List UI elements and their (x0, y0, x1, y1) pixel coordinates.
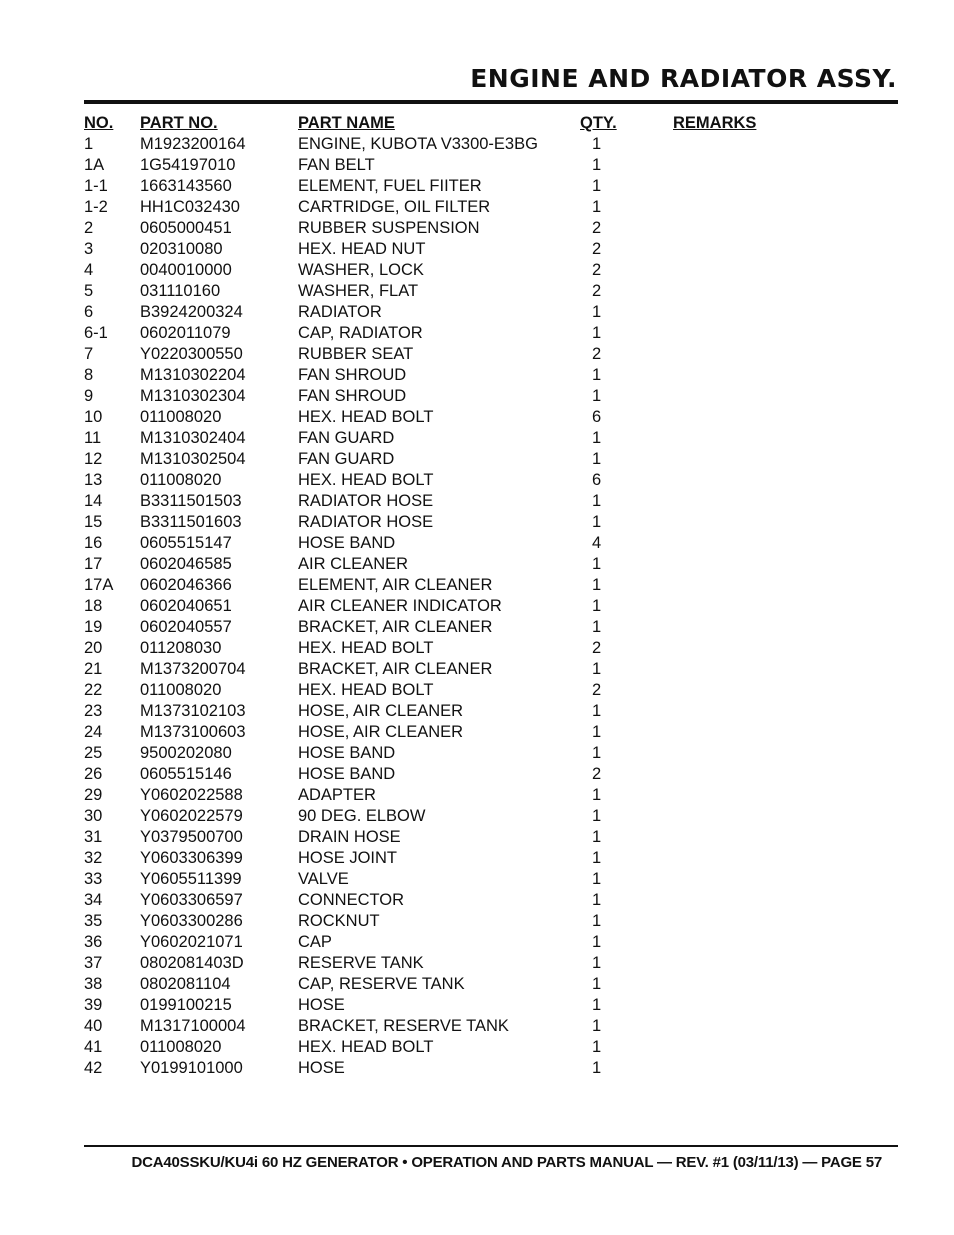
part-number: Y0603306399 (140, 849, 243, 867)
part-number: 9500202080 (140, 744, 232, 762)
quantity: 2 (592, 219, 602, 237)
quantity: 2 (592, 345, 602, 363)
part-number: 0802081403D (140, 954, 244, 972)
table-row (84, 764, 784, 785)
quantity: 1 (592, 1038, 602, 1056)
quantity: 1 (592, 1059, 602, 1077)
table-row (84, 890, 784, 911)
part-name: CAP (298, 933, 332, 951)
item-number: 25 (84, 744, 103, 762)
item-number: 18 (84, 597, 103, 615)
table-row (84, 806, 784, 827)
table-row (84, 680, 784, 701)
table-row (84, 701, 784, 722)
part-number: B3311501603 (140, 513, 242, 531)
table-row (84, 407, 784, 428)
part-name: DRAIN HOSE (298, 828, 401, 846)
part-name: BRACKET, AIR CLEANER (298, 618, 493, 636)
table-row (84, 1058, 784, 1079)
part-name: FAN SHROUD (298, 387, 407, 405)
part-number: 1G54197010 (140, 156, 236, 174)
item-number: 1 (84, 135, 94, 153)
table-row (84, 869, 784, 890)
table-row (84, 827, 784, 848)
part-name: HOSE (298, 1059, 345, 1077)
item-number: 1A (84, 156, 105, 174)
part-name: ROCKNUT (298, 912, 380, 930)
part-name: HOSE BAND (298, 765, 396, 783)
part-name: FAN GUARD (298, 429, 395, 447)
item-number: 13 (84, 471, 103, 489)
quantity: 1 (592, 324, 602, 342)
part-number: Y0603306597 (140, 891, 243, 909)
part-name: ADAPTER (298, 786, 376, 804)
item-number: 4 (84, 261, 94, 279)
item-number: 30 (84, 807, 103, 825)
table-row (84, 365, 784, 386)
footer-rule (84, 1145, 898, 1147)
part-number: 0605000451 (140, 219, 232, 237)
quantity: 1 (592, 891, 602, 909)
part-number: 0602040557 (140, 618, 232, 636)
table-row (84, 134, 784, 155)
quantity: 1 (592, 450, 602, 468)
quantity: 1 (592, 597, 602, 615)
part-name: HOSE JOINT (298, 849, 398, 867)
part-number: 031110160 (140, 282, 221, 300)
quantity: 2 (592, 261, 602, 279)
part-name: BRACKET, AIR CLEANER (298, 660, 493, 678)
table-row (84, 848, 784, 869)
header-remarks: REMARKS (673, 114, 757, 132)
part-name: ELEMENT, FUEL FIITER (298, 177, 482, 195)
part-number: 011008020 (140, 408, 222, 426)
table-row (84, 302, 784, 323)
quantity: 6 (592, 408, 602, 426)
part-name: HEX. HEAD BOLT (298, 471, 434, 489)
table-row (84, 281, 784, 302)
table-row (84, 722, 784, 743)
part-number: 1663143560 (140, 177, 232, 195)
item-number: 6 (84, 303, 94, 321)
quantity: 2 (592, 240, 602, 258)
item-number: 24 (84, 723, 103, 741)
part-name: ENGINE, KUBOTA V3300-E3BG (298, 135, 538, 153)
part-number: M1373100603 (140, 723, 246, 741)
part-name: HEX. HEAD BOLT (298, 639, 434, 657)
quantity: 1 (592, 387, 602, 405)
part-name: HEX. HEAD BOLT (298, 1038, 434, 1056)
item-number: 40 (84, 1017, 103, 1035)
item-number: 9 (84, 387, 94, 405)
item-number: 14 (84, 492, 103, 510)
part-number: 011008020 (140, 471, 222, 489)
part-number: M1923200164 (140, 135, 246, 153)
part-name: HOSE BAND (298, 744, 396, 762)
part-name: ELEMENT, AIR CLEANER (298, 576, 493, 594)
part-name: HOSE, AIR CLEANER (298, 702, 464, 720)
quantity: 1 (592, 786, 602, 804)
parts-table (84, 113, 784, 1079)
part-number: 0605515146 (140, 765, 232, 783)
item-number: 10 (84, 408, 103, 426)
part-name: RADIATOR HOSE (298, 513, 434, 531)
part-number: Y0220300550 (140, 345, 243, 363)
item-number: 6-1 (84, 324, 108, 342)
part-number: Y0603300286 (140, 912, 243, 930)
quantity: 1 (592, 744, 602, 762)
quantity: 2 (592, 681, 602, 699)
quantity: 1 (592, 975, 602, 993)
item-number: 33 (84, 870, 103, 888)
table-row (84, 218, 784, 239)
part-number: 011208030 (140, 639, 222, 657)
item-number: 38 (84, 975, 103, 993)
item-number: 23 (84, 702, 103, 720)
page-title: ENGINE AND RADIATOR ASSY. (470, 64, 897, 93)
quantity: 1 (592, 366, 602, 384)
quantity: 1 (592, 513, 602, 531)
part-number: 0602046366 (140, 576, 232, 594)
part-number: Y0379500700 (140, 828, 243, 846)
table-row (84, 995, 784, 1016)
item-number: 1-2 (84, 198, 108, 216)
table-row (84, 512, 784, 533)
part-number: Y0602022588 (140, 786, 243, 804)
item-number: 12 (84, 450, 103, 468)
part-name: HEX. HEAD BOLT (298, 408, 434, 426)
item-number: 1-1 (84, 177, 108, 195)
quantity: 1 (592, 135, 602, 153)
item-number: 37 (84, 954, 103, 972)
item-number: 11 (84, 429, 102, 447)
part-number: Y0199101000 (140, 1059, 243, 1077)
part-name: HEX. HEAD NUT (298, 240, 426, 258)
part-number: M1373102103 (140, 702, 246, 720)
part-number: 0602011079 (140, 324, 231, 342)
quantity: 1 (592, 1017, 602, 1035)
quantity: 1 (592, 849, 602, 867)
header-part-name: PART NAME (298, 114, 395, 132)
item-number: 17A (84, 576, 114, 594)
part-name: FAN BELT (298, 156, 375, 174)
part-name: BRACKET, RESERVE TANK (298, 1017, 509, 1035)
part-number: 011008020 (140, 1038, 222, 1056)
part-number: 020310080 (140, 240, 223, 258)
quantity: 1 (592, 807, 602, 825)
part-name: HOSE, AIR CLEANER (298, 723, 464, 741)
part-number: M1317100004 (140, 1017, 246, 1035)
part-name: RESERVE TANK (298, 954, 424, 972)
part-number: B3924200324 (140, 303, 243, 321)
quantity: 1 (592, 618, 602, 636)
table-row (84, 491, 784, 512)
quantity: 1 (592, 177, 602, 195)
table-row (84, 428, 784, 449)
table-row (84, 554, 784, 575)
quantity: 1 (592, 303, 602, 321)
part-number: M1310302504 (140, 450, 246, 468)
item-number: 20 (84, 639, 103, 657)
part-name: VALVE (298, 870, 349, 888)
part-name: AIR CLEANER (298, 555, 409, 573)
item-number: 15 (84, 513, 103, 531)
table-row (84, 953, 784, 974)
item-number: 26 (84, 765, 103, 783)
quantity: 1 (592, 702, 602, 720)
item-number: 19 (84, 618, 103, 636)
quantity: 6 (592, 471, 602, 489)
part-number: M1373200704 (140, 660, 246, 678)
part-number: HH1C032430 (140, 198, 240, 216)
table-row (84, 176, 784, 197)
quantity: 1 (592, 660, 602, 678)
table-row (84, 470, 784, 491)
part-name: HEX. HEAD BOLT (298, 681, 434, 699)
quantity: 2 (592, 765, 602, 783)
item-number: 39 (84, 996, 103, 1014)
item-number: 5 (84, 282, 94, 300)
quantity: 1 (592, 954, 602, 972)
table-row (84, 533, 784, 554)
part-name: FAN SHROUD (298, 366, 407, 384)
part-name: RUBBER SEAT (298, 345, 414, 363)
item-number: 8 (84, 366, 94, 384)
item-number: 2 (84, 219, 94, 237)
part-name: AIR CLEANER INDICATOR (298, 597, 502, 615)
item-number: 34 (84, 891, 103, 909)
part-name: CAP, RADIATOR (298, 324, 423, 342)
part-number: B3311501503 (140, 492, 242, 510)
quantity: 1 (592, 555, 602, 573)
table-row (84, 344, 784, 365)
part-number: 0040010000 (140, 261, 232, 279)
table-row (84, 155, 784, 176)
quantity: 1 (592, 723, 602, 741)
item-number: 31 (84, 828, 103, 846)
table-row (84, 617, 784, 638)
table-row (84, 1037, 784, 1058)
part-name: WASHER, LOCK (298, 261, 424, 279)
part-name: RUBBER SUSPENSION (298, 219, 480, 237)
item-number: 29 (84, 786, 103, 804)
part-name: CARTRIDGE, OIL FILTER (298, 198, 491, 216)
quantity: 1 (592, 198, 602, 216)
table-row (84, 1016, 784, 1037)
item-number: 3 (84, 240, 94, 258)
item-number: 42 (84, 1059, 103, 1077)
quantity: 1 (592, 870, 602, 888)
table-row (84, 239, 784, 260)
table-row (84, 197, 784, 218)
part-name: FAN GUARD (298, 450, 395, 468)
part-name: CONNECTOR (298, 891, 405, 909)
quantity: 1 (592, 828, 602, 846)
part-name: HOSE (298, 996, 345, 1014)
part-number: M1310302304 (140, 387, 246, 405)
part-number: 0602046585 (140, 555, 232, 573)
item-number: 16 (84, 534, 103, 552)
item-number: 7 (84, 345, 94, 363)
table-body (84, 134, 784, 1079)
table-row (84, 575, 784, 596)
table-row (84, 911, 784, 932)
quantity: 1 (592, 996, 602, 1014)
title-rule (84, 100, 898, 104)
page-footer: DCA40SSKU/KU4i 60 HZ GENERATOR • OPERATION AND PARTS MANUAL — REV. #1 (03/11/13) — PAGE 57 (131, 1154, 882, 1171)
quantity: 1 (592, 429, 602, 447)
part-number: 0199100215 (140, 996, 232, 1014)
item-number: 17 (84, 555, 103, 573)
table-row (84, 932, 784, 953)
table-row (84, 449, 784, 470)
table-header (84, 113, 784, 134)
quantity: 1 (592, 912, 602, 930)
part-number: 0602040651 (140, 597, 232, 615)
part-name: RADIATOR (298, 303, 382, 321)
part-number: 011008020 (140, 681, 222, 699)
quantity: 1 (592, 576, 602, 594)
part-number: 0802081104 (140, 975, 231, 993)
part-name: CAP, RESERVE TANK (298, 975, 465, 993)
quantity: 2 (592, 282, 602, 300)
part-number: M1310302404 (140, 429, 246, 447)
quantity: 2 (592, 639, 602, 657)
part-number: M1310302204 (140, 366, 246, 384)
item-number: 36 (84, 933, 103, 951)
header-no: NO. (84, 114, 114, 132)
table-row (84, 596, 784, 617)
part-number: Y0602022579 (140, 807, 243, 825)
item-number: 32 (84, 849, 103, 867)
quantity: 1 (592, 492, 602, 510)
item-number: 21 (84, 660, 103, 678)
table-row (84, 323, 784, 344)
quantity: 4 (592, 534, 602, 552)
table-row (84, 659, 784, 680)
table-row (84, 638, 784, 659)
quantity: 1 (592, 933, 602, 951)
part-number: Y0605511399 (140, 870, 242, 888)
part-number: Y0602021071 (140, 933, 243, 951)
header-qty: QTY. (580, 114, 617, 132)
table-row (84, 785, 784, 806)
table-row (84, 743, 784, 764)
part-name: RADIATOR HOSE (298, 492, 434, 510)
part-name: HOSE BAND (298, 534, 396, 552)
header-part-no: PART NO. (140, 114, 218, 132)
table-row (84, 386, 784, 407)
part-name: WASHER, FLAT (298, 282, 419, 300)
part-number: 0605515147 (140, 534, 232, 552)
quantity: 1 (592, 156, 602, 174)
part-name: 90 DEG. ELBOW (298, 807, 426, 825)
item-number: 35 (84, 912, 103, 930)
table-row (84, 974, 784, 995)
table-row (84, 260, 784, 281)
item-number: 41 (84, 1038, 103, 1056)
item-number: 22 (84, 681, 103, 699)
